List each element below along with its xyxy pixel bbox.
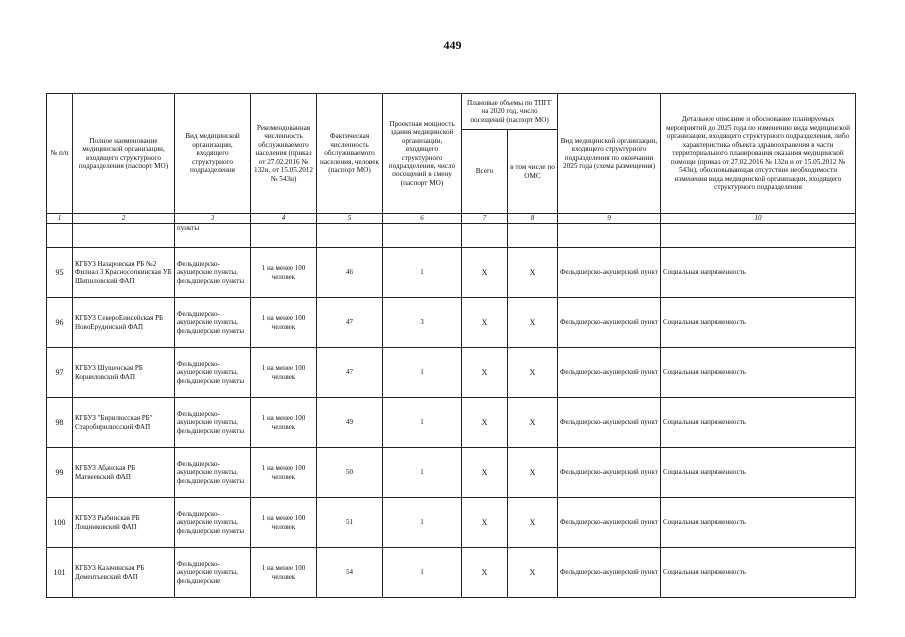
carryover-cell — [73, 224, 175, 248]
planned-total: X — [462, 498, 508, 548]
description: Социальная напряженность — [661, 548, 856, 598]
header-description: Детальное описание и обоснование планируемых мероприятий до 2025 года по изменению вида медицинской организации, входящего структурного подразделения, либо характеристика объекта здравоохранения в части территориального планирования оказания медицинской помощи (приказ от 27.02.2016 № 132н и от 15.05.2012 № 543н), обосновывающая отсутствие необходимости изменения вида медицинской организации, входящего структурного подразделения — [661, 94, 856, 214]
planned-oms: X — [508, 348, 558, 398]
type-2025: Фельдшерско-акушерский пункт — [558, 348, 661, 398]
description: Социальная напряженность — [661, 448, 856, 498]
actual-population: 49 — [317, 398, 383, 448]
column-number: 2 — [73, 214, 175, 224]
table-row — [47, 298, 856, 348]
organization-name: КГБУЗ Абанская РБ Матвеевский ФАП — [73, 448, 175, 498]
carryover-cell — [47, 224, 73, 248]
row-number: 96 — [47, 298, 73, 348]
planned-oms: X — [508, 548, 558, 598]
column-number: 6 — [383, 214, 462, 224]
header-total: Всего — [462, 130, 508, 214]
design-capacity: 1 — [383, 248, 462, 298]
recommended-population: 1 на менее 100 человек — [251, 398, 317, 448]
carryover-cell — [508, 224, 558, 248]
design-capacity: 3 — [383, 298, 462, 348]
planned-oms: X — [508, 448, 558, 498]
actual-population: 54 — [317, 548, 383, 598]
type-2025: Фельдшерско-акушерский пункт — [558, 398, 661, 448]
design-capacity: 1 — [383, 548, 462, 598]
header-organization-type: Вид медицинской организации, входящего структурного подразделения — [175, 94, 251, 214]
design-capacity: 1 — [383, 448, 462, 498]
table-row — [47, 248, 856, 298]
facilities-table — [46, 93, 856, 598]
row-number: 99 — [47, 448, 73, 498]
column-number: 1 — [47, 214, 73, 224]
header-actual-population: Фактическая численность обслуживаемого населения, человек (паспорт МО) — [317, 94, 383, 214]
recommended-population: 1 на менее 100 человек — [251, 298, 317, 348]
row-number: 100 — [47, 498, 73, 548]
description: Социальная напряженность — [661, 248, 856, 298]
column-number: 9 — [558, 214, 661, 224]
table-row — [47, 498, 856, 548]
actual-population: 51 — [317, 498, 383, 548]
row-number: 98 — [47, 398, 73, 448]
planned-oms: X — [508, 298, 558, 348]
type-2025: Фельдшерско-акушерский пункт — [558, 248, 661, 298]
row-number: 97 — [47, 348, 73, 398]
organization-name: КГБУЗ Рыбинская РБ Лощинковский ФАП — [73, 498, 175, 548]
type-2025: Фельдшерско-акушерский пункт — [558, 448, 661, 498]
column-number: 10 — [661, 214, 856, 224]
carryover-cell — [661, 224, 856, 248]
row-number: 95 — [47, 248, 73, 298]
planned-total: X — [462, 448, 508, 498]
header-organization-name: Полное наименование медицинской организации, входящего структурного подразделения (паспорт МО) — [73, 94, 175, 214]
planned-total: X — [462, 548, 508, 598]
organization-name: КГБУЗ Казачинская РБ Дементьевский ФАП — [73, 548, 175, 598]
organization-name: КГБУЗ "Бирилюсская РБ" Старобирилюсский ФАП — [73, 398, 175, 448]
actual-population: 50 — [317, 448, 383, 498]
recommended-population: 1 на менее 100 человек — [251, 248, 317, 298]
carryover-cell — [383, 224, 462, 248]
actual-population: 47 — [317, 298, 383, 348]
column-number: 5 — [317, 214, 383, 224]
carryover-cell — [462, 224, 508, 248]
recommended-population: 1 на менее 100 человек — [251, 548, 317, 598]
header-recommended-population: Рекомендованная численность обслуживаемого населения (приказ от 27.02.2016 № 132н, от 15.05.2012 № 543н) — [251, 94, 317, 214]
organization-name: КГБУЗ Назаровская РБ №2 Филиал 3 Красносопкинская УБ Шипиловский ФАП — [73, 248, 175, 298]
table-row — [47, 548, 856, 598]
type-2025: Фельдшерско-акушерский пункт — [558, 498, 661, 548]
recommended-population: 1 на менее 100 человек — [251, 448, 317, 498]
row-number: 101 — [47, 548, 73, 598]
actual-population: 47 — [317, 348, 383, 398]
type-2025: Фельдшерско-акушерский пункт — [558, 548, 661, 598]
organization-type: Фельдшерско-акушерские пункты, фельдшерские — [175, 548, 251, 598]
organization-type: Фельдшерско-акушерские пункты, фельдшерские пункты — [175, 448, 251, 498]
recommended-population: 1 на менее 100 человек — [251, 498, 317, 548]
header-type-2025: Вид медицинской организации, входящего структурного подразделения по окончании 2025 года (схема размещения) — [558, 94, 661, 214]
planned-total: X — [462, 398, 508, 448]
actual-population: 46 — [317, 248, 383, 298]
description: Социальная напряженность — [661, 498, 856, 548]
table-row — [47, 398, 856, 448]
design-capacity: 1 — [383, 348, 462, 398]
planned-total: X — [462, 248, 508, 298]
organization-name: КГБУЗ СевероЕнисейская РБ НовоЕрудинский ФАП — [73, 298, 175, 348]
type-2025: Фельдшерско-акушерский пункт — [558, 298, 661, 348]
page-number: 449 — [443, 38, 462, 52]
header-oms: в том числе по ОМС — [508, 130, 558, 214]
planned-oms: X — [508, 248, 558, 298]
recommended-population: 1 на менее 100 человек — [251, 348, 317, 398]
description: Социальная напряженность — [661, 398, 856, 448]
header-number: № п/п — [47, 94, 73, 214]
table-row — [47, 448, 856, 498]
organization-type: Фельдшерско-акушерские пункты, фельдшерские пункты — [175, 398, 251, 448]
table-row — [47, 348, 856, 398]
carryover-cell — [251, 224, 317, 248]
organization-type: Фельдшерско-акушерские пункты, фельдшерские пункты — [175, 348, 251, 398]
carryover-cell — [317, 224, 383, 248]
organization-type: Фельдшерско-акушерские пункты, фельдшерские пункты — [175, 248, 251, 298]
organization-type: Фельдшерско-акушерские пункты, фельдшерские пункты — [175, 298, 251, 348]
organization-name: КГБУЗ Шушенская РБ Корниловский ФАП — [73, 348, 175, 398]
carryover-text: пункты — [175, 224, 251, 248]
design-capacity: 1 — [383, 398, 462, 448]
organization-type: Фельдшерско-акушерские пункты, фельдшерские пункты — [175, 498, 251, 548]
planned-total: X — [462, 298, 508, 348]
planned-total: X — [462, 348, 508, 398]
carryover-cell — [558, 224, 661, 248]
column-number: 8 — [508, 214, 558, 224]
column-number: 4 — [251, 214, 317, 224]
planned-oms: X — [508, 398, 558, 448]
header-planned-volumes: Плановые объемы по ТПГГ на 2020 год, число посещений (паспорт МО) — [462, 94, 558, 130]
header-design-capacity: Проектная мощность здания медицинской организации, входящего структурного подразделения, число посещений в смену (паспорт МО) — [383, 94, 462, 214]
description: Социальная напряженность — [661, 348, 856, 398]
column-number: 3 — [175, 214, 251, 224]
description: Социальная напряженность — [661, 298, 856, 348]
design-capacity: 1 — [383, 498, 462, 548]
planned-oms: X — [508, 498, 558, 548]
column-number: 7 — [462, 214, 508, 224]
